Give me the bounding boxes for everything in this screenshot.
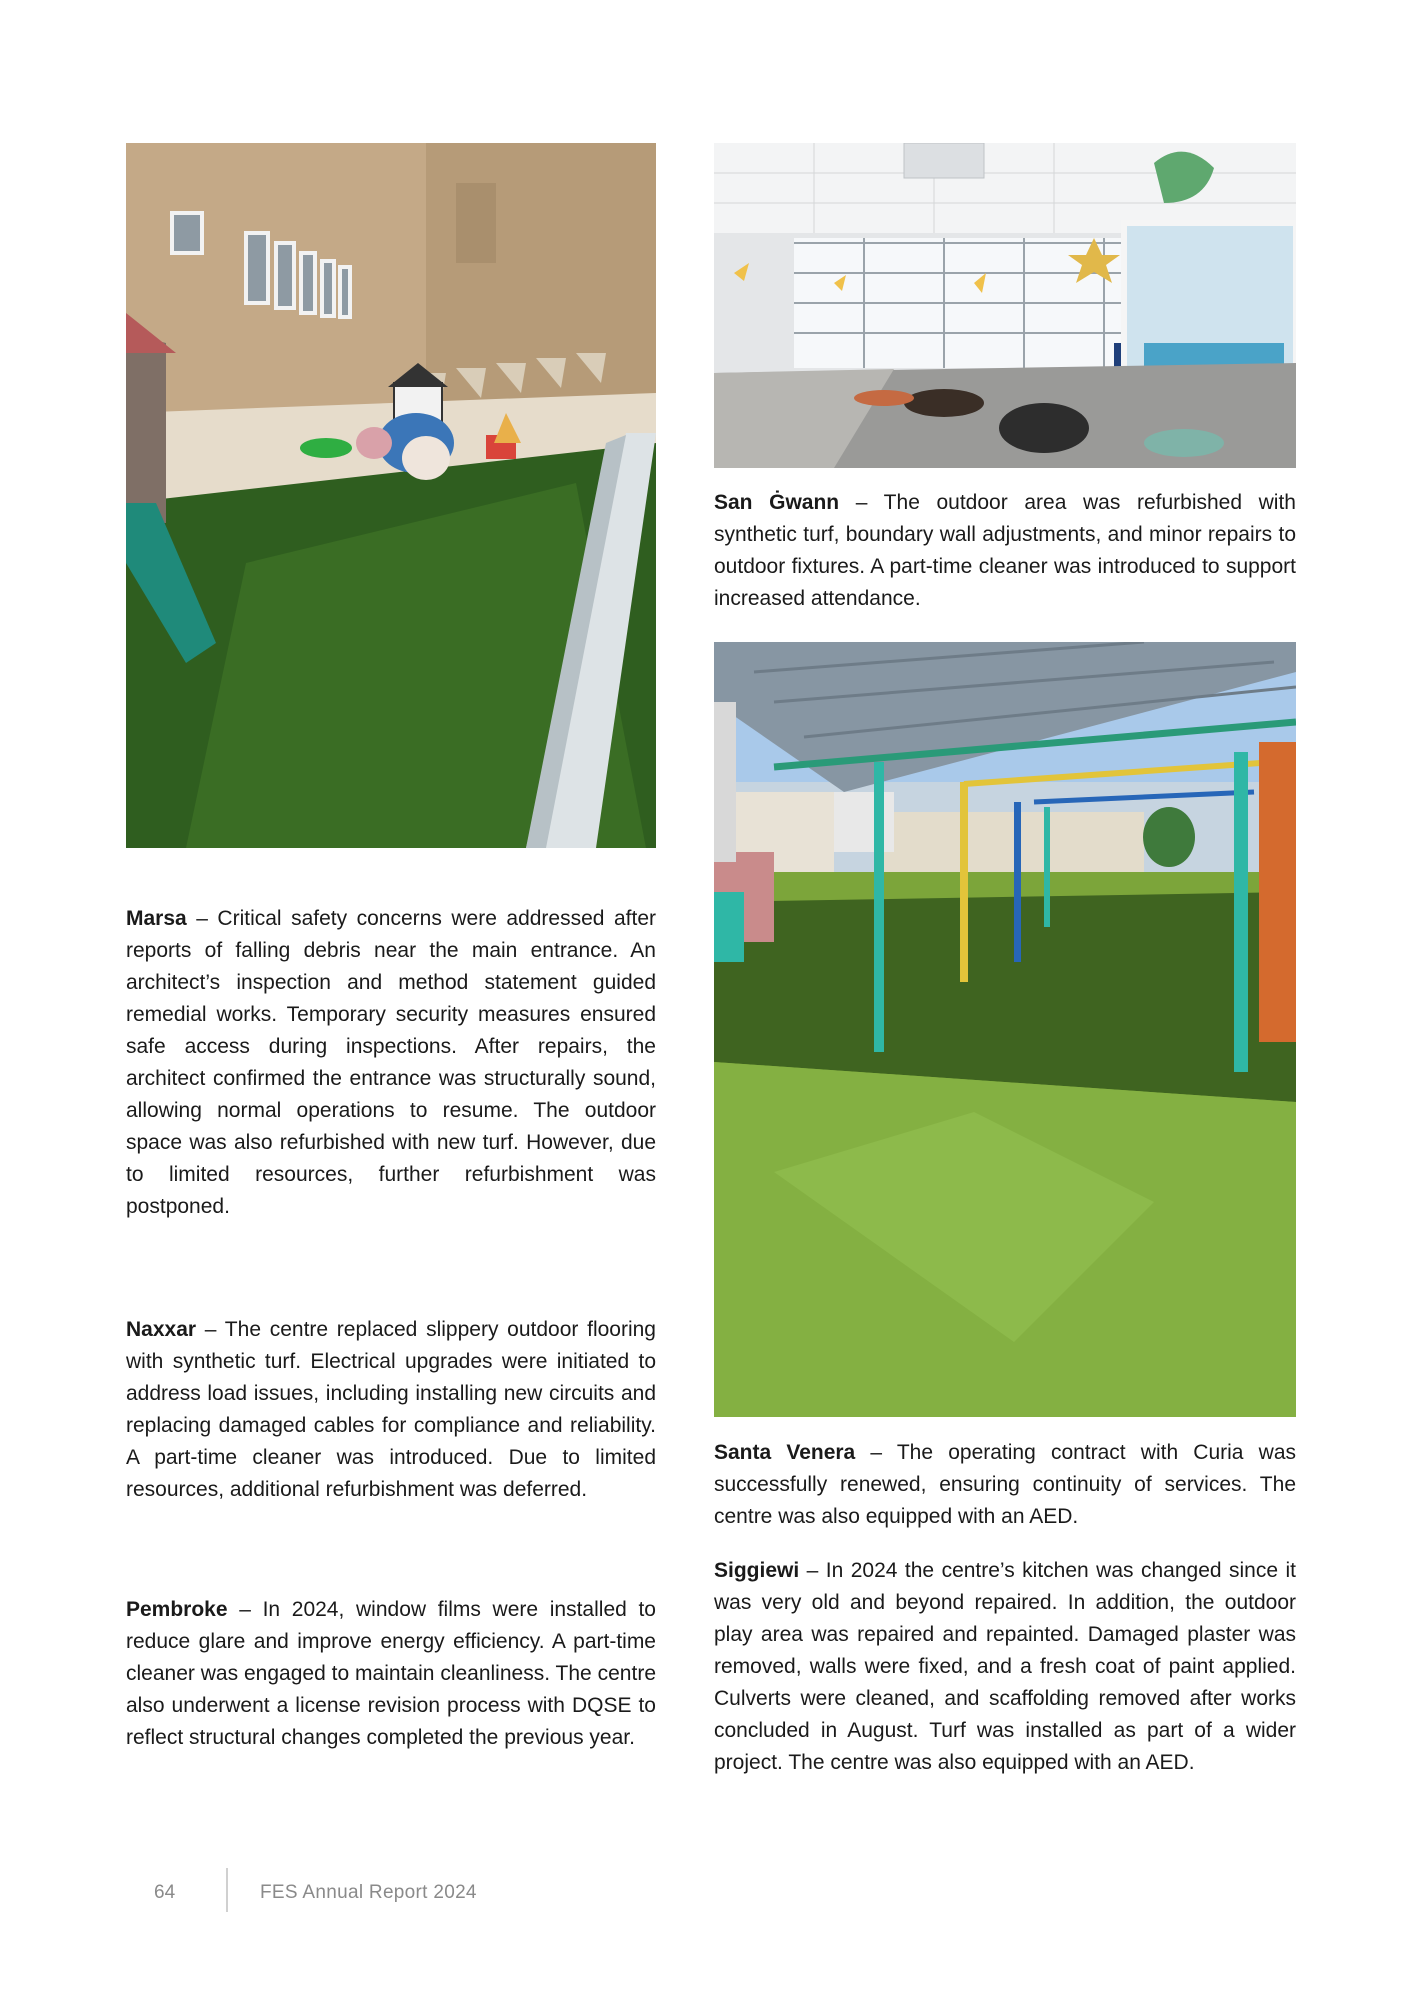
san-gwann-photo bbox=[714, 143, 1296, 468]
san-gwann-heading: San Ġwann bbox=[714, 491, 840, 514]
santa-venera-paragraph bbox=[714, 1437, 1296, 1533]
marsa-heading: Marsa bbox=[126, 907, 187, 930]
indoor-classroom-illustration bbox=[714, 143, 1296, 468]
santa-venera-heading: Santa Venera bbox=[714, 1441, 856, 1464]
san-gwann-text: – The outdoor area was refurbished with synthetic turf, boundary wall adjustments, and minor repairs to outdoor fixtures. A part-time cleaner was introduced to support increased attendance. bbox=[714, 491, 1296, 610]
naxxar-text: – The centre replaced slippery outdoor flooring with synthetic turf. Electrical upgrades were initiated to address load issues, including installing new circuits and replacing damaged cables for compliance and reliability. A part-time cleaner was introduced. Due to limited resources, additional refurbishment was deferred. bbox=[126, 1318, 656, 1501]
san-gwann-paragraph bbox=[714, 487, 1296, 615]
siggiewi-paragraph bbox=[714, 1555, 1296, 1779]
covered-turf-area-illustration bbox=[714, 642, 1296, 1417]
marsa-photo bbox=[126, 143, 656, 848]
siggiewi-heading: Siggiewi bbox=[714, 1559, 800, 1582]
naxxar-paragraph bbox=[126, 1314, 656, 1506]
page-number: 64 bbox=[154, 1882, 176, 1903]
footer-title: FES Annual Report 2024 bbox=[260, 1882, 477, 1903]
pembroke-text: – In 2024, window films were installed to reduce glare and improve energy efficiency. A part-time cleaner was engaged to maintain cleanliness. The centre also underwent a license revision process with DQSE to reflect structural changes completed the previous year. bbox=[126, 1598, 656, 1749]
siggiewi-text: – In 2024 the centre’s kitchen was changed since it was very old and beyond repaired. In addition, the outdoor play area was repaired and repainted. Damaged plaster was removed, walls were fixed, and a fresh coat of paint applied. Culverts were cleaned, and scaffolding removed after works concluded in August. Turf was installed as part of a wider project. The centre was also equipped with an AED. bbox=[714, 1559, 1296, 1774]
pembroke-heading: Pembroke bbox=[126, 1598, 228, 1621]
santa-venera-text: – The operating contract with Curia was successfully renewed, ensuring continuity of services. The centre was also equipped with an AED. bbox=[714, 1441, 1296, 1528]
naxxar-heading: Naxxar bbox=[126, 1318, 197, 1341]
pembroke-paragraph bbox=[126, 1594, 656, 1754]
outdoor-turf-play-area-illustration bbox=[126, 143, 656, 848]
footer-divider bbox=[226, 1868, 228, 1912]
santa-venera-photo bbox=[714, 642, 1296, 1417]
marsa-paragraph bbox=[126, 903, 656, 1223]
marsa-text: – Critical safety concerns were addressed after reports of falling debris near the main entrance. An architect’s inspection and method statement guided remedial works. Temporary security measures ensured safe access during inspections. After repairs, the architect confirmed the entrance was structurally sound, allowing normal operations to resume. The outdoor space was also refurbished with new turf. However, due to limited resources, further refurbishment was postponed. bbox=[126, 907, 656, 1218]
